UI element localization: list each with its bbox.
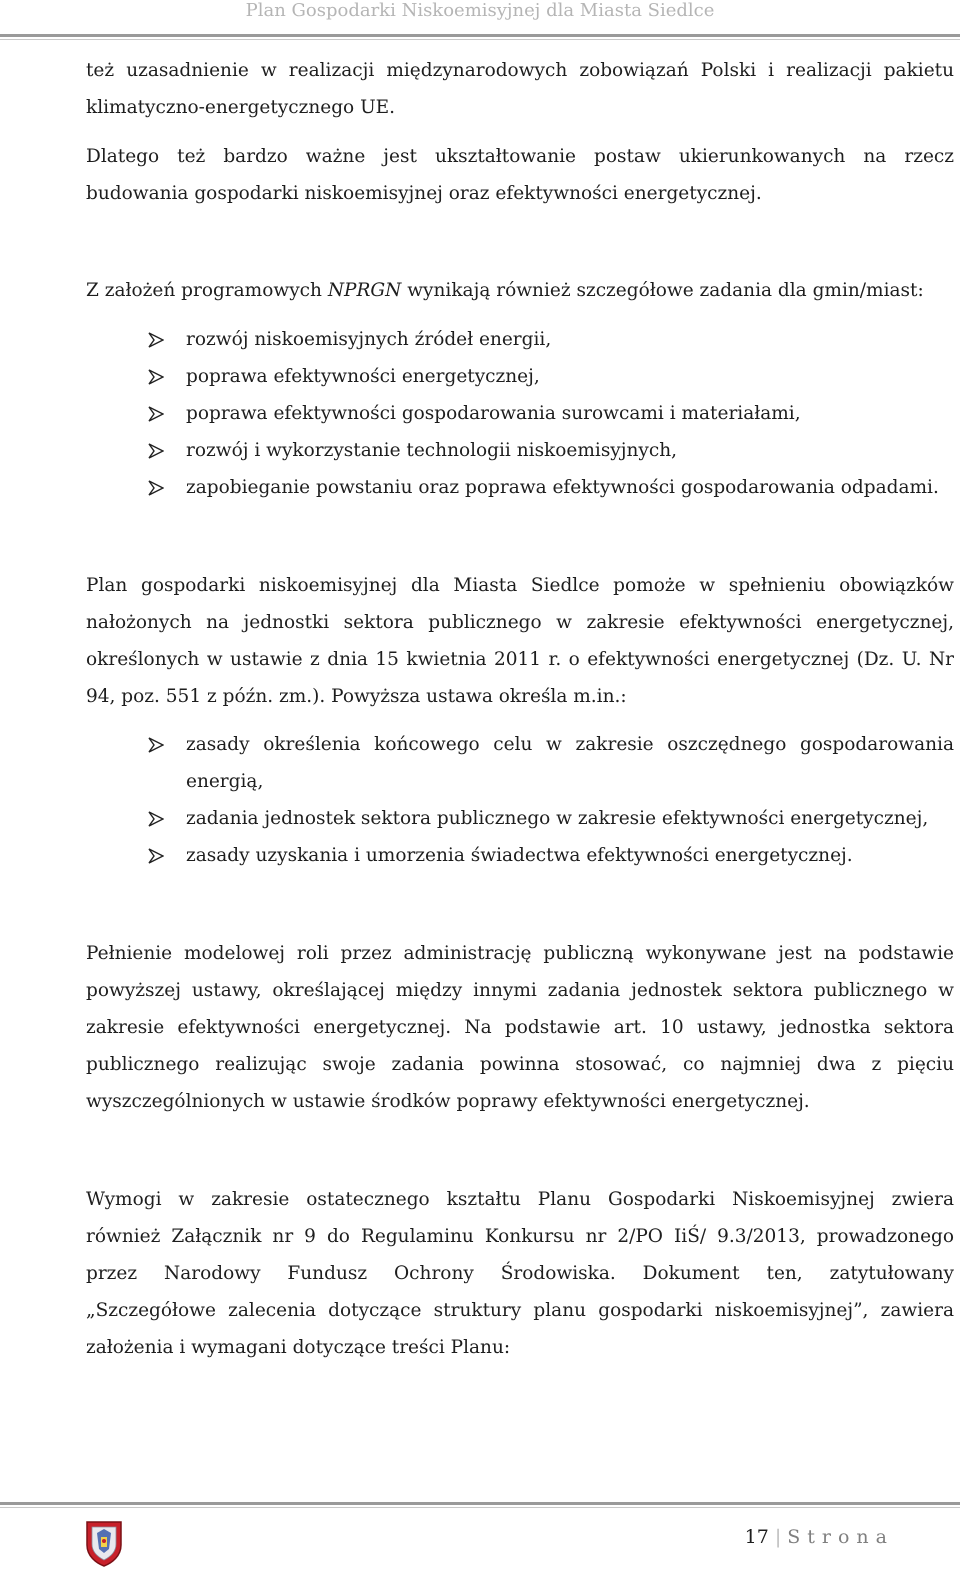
arrowhead-bullet-icon <box>148 321 168 358</box>
arrowhead-bullet-icon <box>148 800 168 837</box>
list-item-text: zadania jednostek sektora publicznego w zakresie efektywności energetycznej, <box>186 808 929 829</box>
task-list <box>148 321 954 506</box>
list-item <box>148 432 954 469</box>
arrowhead-bullet-icon <box>148 469 168 506</box>
paragraph-line: 94, poz. 551 z późn. zm.). Powyższa ustawa określa m.in.: <box>86 686 627 707</box>
page-label: Strona <box>787 1526 894 1548</box>
list-item <box>148 726 954 800</box>
list-item-text: poprawa efektywności energetycznej, <box>186 366 540 387</box>
list-item-text: zasady określenia końcowego celu w zakresie oszczędnego gospodarowania <box>186 734 954 755</box>
list-item-text: zasady uzyskania i umorzenia świadectwa efektywności energetycznej. <box>186 845 853 866</box>
paragraph-line: określonych w ustawie z dnia 15 kwietnia 2011 r. o efektywności energetycznej (Dz. U. Nr <box>86 649 954 670</box>
header-rule <box>0 34 960 37</box>
paragraph-line: również Załącznik nr 9 do Regulaminu Konkursu nr 2/PO IiŚ/ 9.3/2013, prowadzonego <box>86 1226 954 1247</box>
footer-rule-thin <box>0 1507 960 1508</box>
paragraph-line: „Szczegółowe zalecenia dotyczące struktury planu gospodarki niskoemisyjnej”, zawiera <box>86 1300 954 1321</box>
paragraph-line: założenia i wymagani dotyczące treści Planu: <box>86 1337 511 1358</box>
list-item <box>148 469 954 506</box>
paragraph-text: wynikają również szczegółowe zadania dla gmin/miast: <box>401 280 924 301</box>
paragraph-2 <box>86 138 954 212</box>
paragraph-line: nałożonych na jednostki sektora publicznego w zakresie efektywności energetycznej, <box>86 612 954 633</box>
list-item <box>148 358 954 395</box>
arrowhead-bullet-icon <box>148 395 168 432</box>
city-coat-of-arms-icon <box>84 1519 124 1567</box>
paragraph-line: też uzasadnienie w realizacji międzynarodowych zobowiązań Polski i realizacji pakietu <box>86 60 954 81</box>
paragraph-line: zakresie efektywności energetycznej. Na podstawie art. 10 ustawy, jednostka sektora <box>86 1017 954 1038</box>
list-item-text: rozwój niskoemisyjnych źródeł energii, <box>186 329 552 350</box>
list-item-text: energią, <box>186 771 264 792</box>
paragraph-text: Z założeń programowych <box>86 280 328 301</box>
paragraph-line: wyszczególnionych w ustawie środków poprawy efektywności energetycznej. <box>86 1091 810 1112</box>
list-item <box>148 321 954 358</box>
page-separator: | <box>774 1526 782 1548</box>
paragraph-4 <box>86 567 954 715</box>
list-item <box>148 800 954 837</box>
paragraph-line: klimatyczno-energetycznego UE. <box>86 97 396 118</box>
paragraph-line: Wymogi w zakresie ostatecznego kształtu Planu Gospodarki Niskoemisyjnej zwiera <box>86 1189 954 1210</box>
paragraph-3 <box>86 272 954 309</box>
paragraph-line: przez Narodowy Fundusz Ochrony Środowiska. Dokument ten, zatytułowany <box>86 1263 954 1284</box>
arrowhead-bullet-icon <box>148 837 168 874</box>
arrowhead-bullet-icon <box>148 726 168 763</box>
paragraph-5 <box>86 935 954 1120</box>
paragraph-line: Plan gospodarki niskoemisyjnej dla Miasta Siedlce pomoże w spełnieniu obowiązków <box>86 575 954 596</box>
page-number: 17 <box>744 1526 769 1548</box>
paragraph-line: Pełnienie modelowej roli przez administrację publiczną wykonywane jest na podstawie <box>86 943 954 964</box>
arrowhead-bullet-icon <box>148 358 168 395</box>
list-item <box>148 837 954 874</box>
arrowhead-bullet-icon <box>148 432 168 469</box>
paragraph-6 <box>86 1181 954 1366</box>
paragraph-line <box>86 272 954 309</box>
paragraph-line: publicznego realizując swoje zadania powinna stosować, co najmniej dwa z pięciu <box>86 1054 954 1075</box>
header-rule-thin <box>0 39 960 40</box>
list-item-text: rozwój i wykorzystanie technologii niskoemisyjnych, <box>186 440 678 461</box>
paragraph-1 <box>86 52 954 126</box>
paragraph-line: budowania gospodarki niskoemisyjnej oraz efektywności energetycznej. <box>86 183 762 204</box>
list-item-text: zapobieganie powstaniu oraz poprawa efektywności gospodarowania odpadami. <box>186 477 939 498</box>
list-item <box>148 395 954 432</box>
list-item-text: poprawa efektywności gospodarowania surowcami i materiałami, <box>186 403 801 424</box>
running-header-title: Plan Gospodarki Niskoemisyjnej dla Miasta Siedlce <box>245 0 715 21</box>
page-number-footer <box>745 1526 894 1548</box>
acronym-nprgn: NPRGN <box>327 280 402 301</box>
footer-rule <box>0 1502 960 1505</box>
law-scope-list <box>148 726 954 874</box>
paragraph-line: Dlatego też bardzo ważne jest ukształtowanie postaw ukierunkowanych na rzecz <box>86 146 954 167</box>
paragraph-line: powyższej ustawy, określającej między innymi zadania jednostek sektora publicznego w <box>86 980 954 1001</box>
